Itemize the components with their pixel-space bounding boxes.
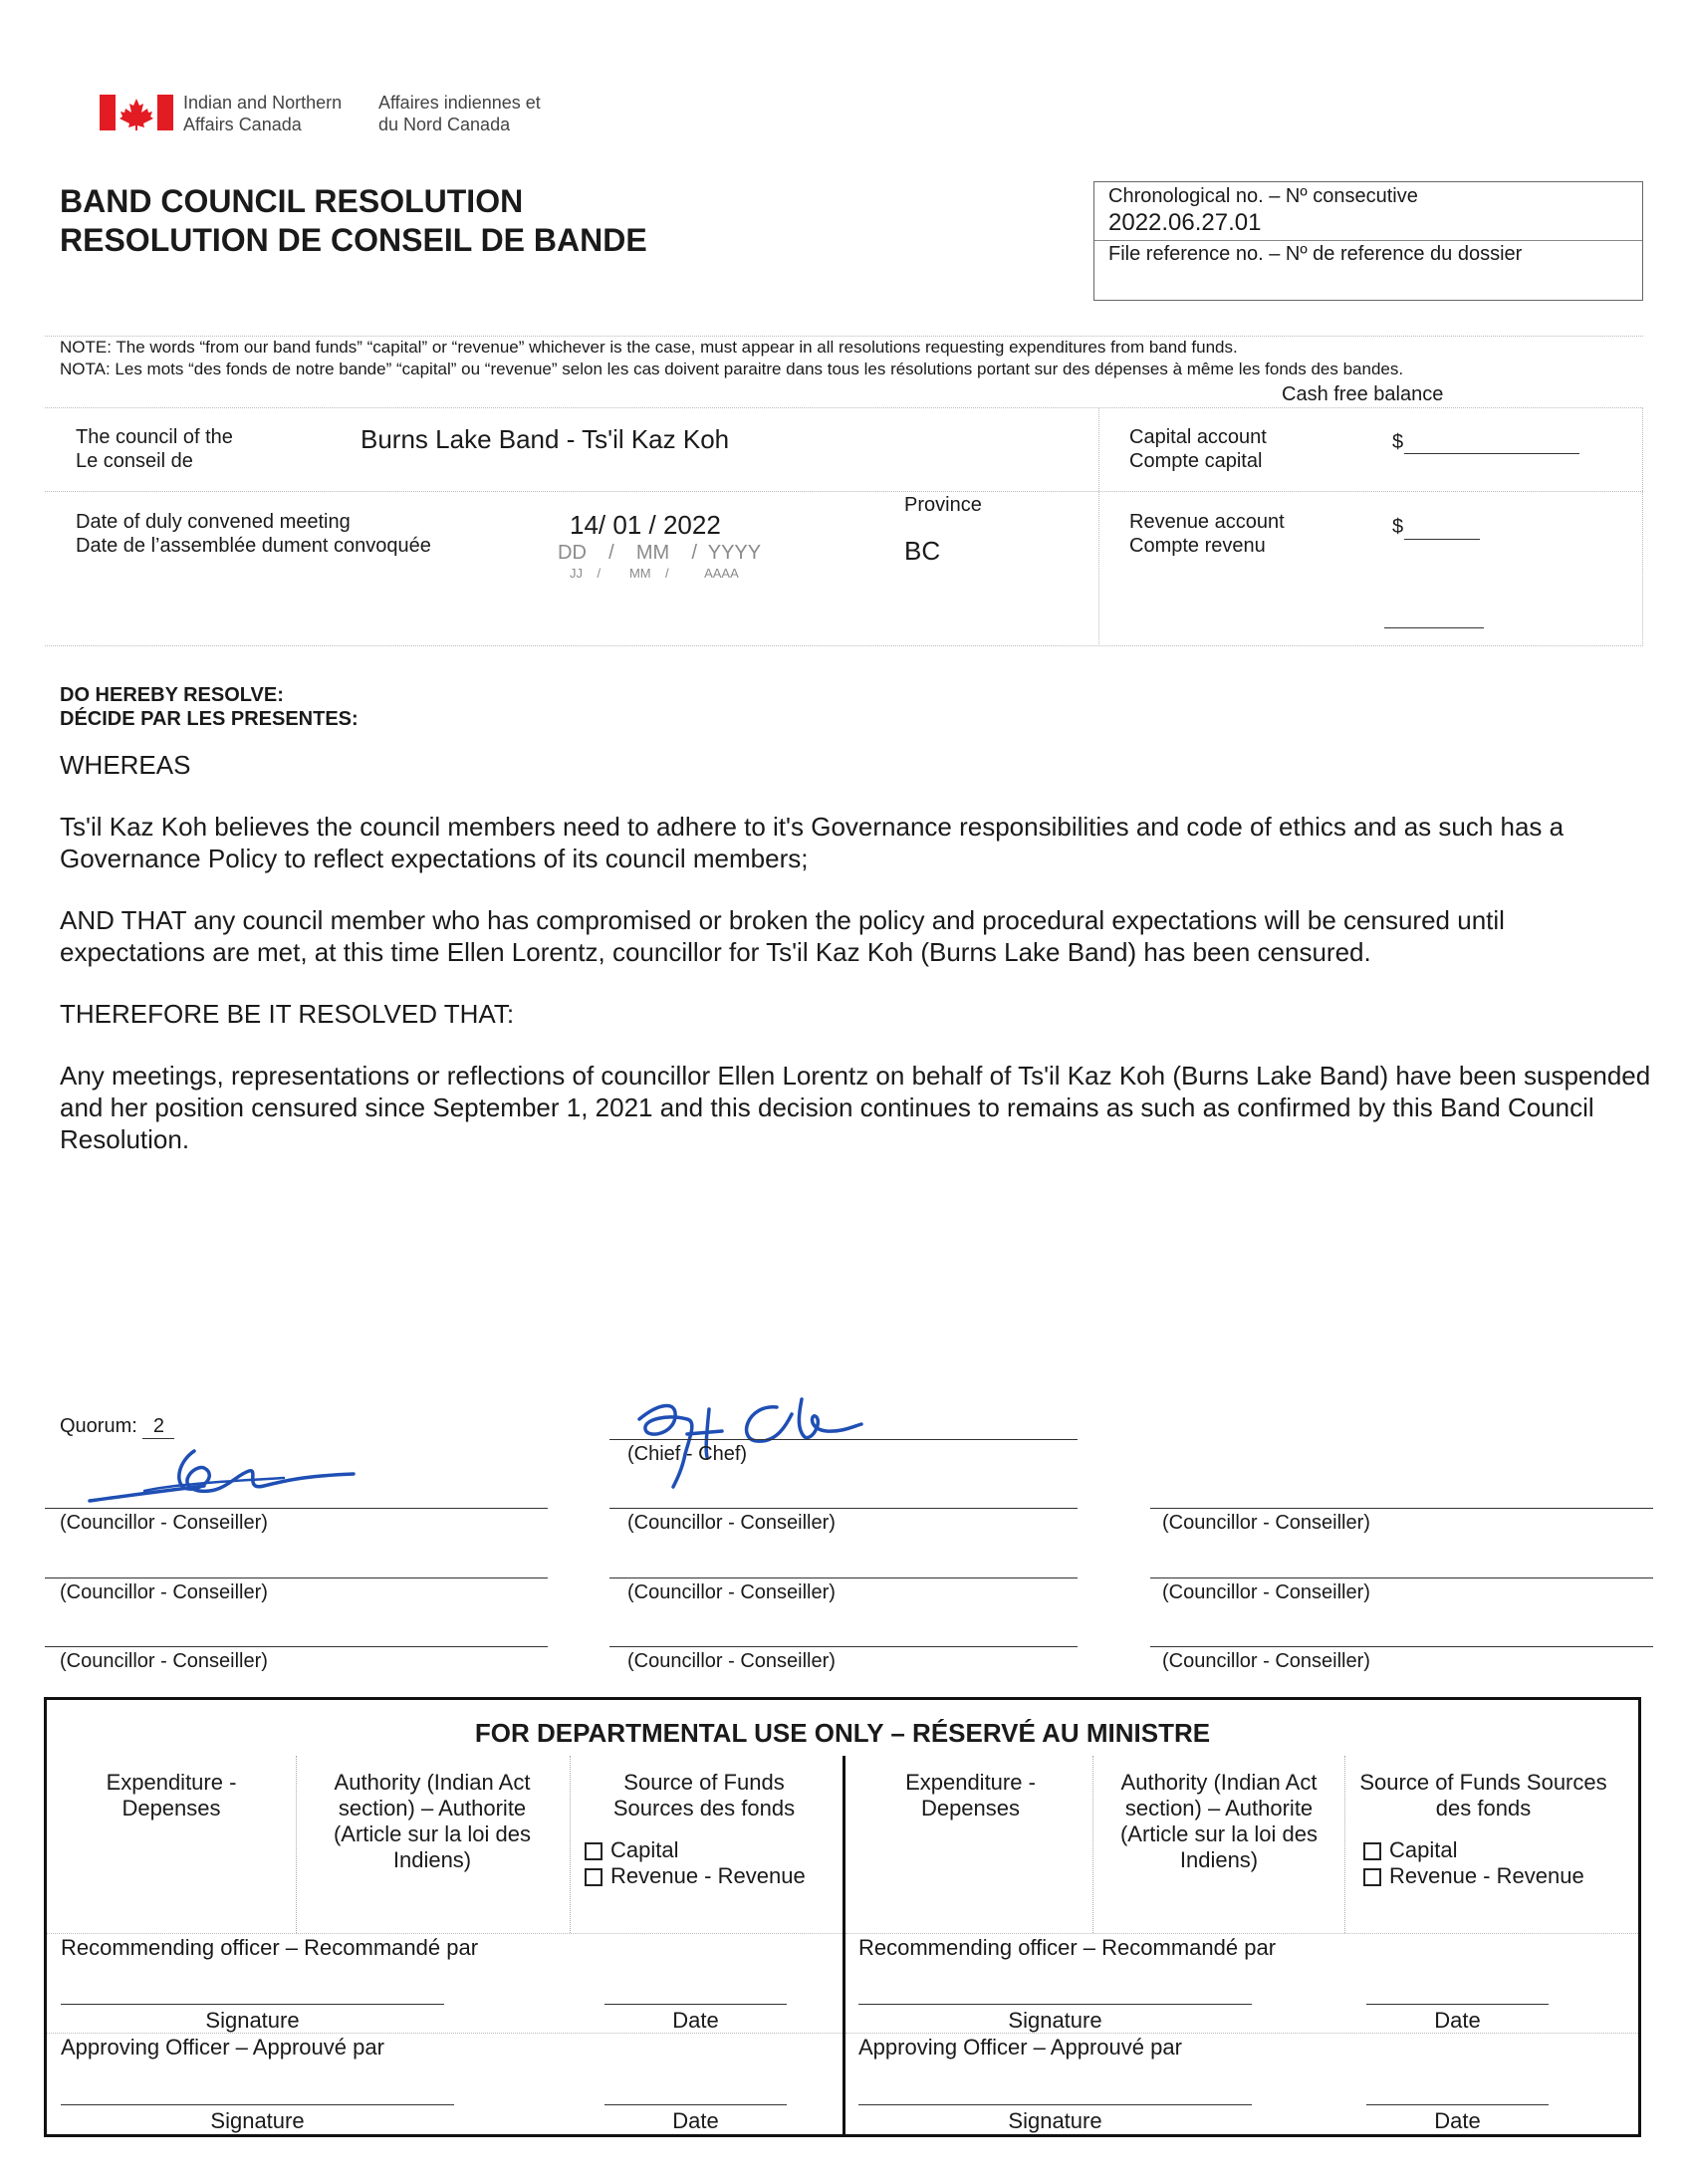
- source-of-funds-label: Source of Funds Sources des fonds: [612, 1770, 796, 1820]
- date-label: Date: [1434, 2008, 1481, 2033]
- quorum-value: 2: [142, 1414, 174, 1439]
- notes: [60, 337, 1403, 380]
- departmental-title: FOR DEPARTMENTAL USE ONLY – RÉSERVÉ AU MINISTRE: [474, 1718, 1211, 1748]
- note-en: NOTE: The words “from our band funds” “capital” or “revenue” whichever is the case, must appear in all resolutions requesting expenditures from band funds.: [60, 338, 1238, 357]
- canada-flag-logo: [100, 95, 173, 130]
- paragraph-1: Ts'il Kaz Koh believes the council members need to adhere to it's Governance responsibilities and code of ethics and as such has a Governance Policy to reflect expectations of its council members;: [60, 812, 1565, 873]
- signature-label: Signature: [205, 2008, 300, 2033]
- councillor-label: (Councillor - Conseiller): [1162, 1512, 1370, 1534]
- quorum: Quorum: 2: [60, 1414, 174, 1439]
- recommending-officer-label: Recommending officer – Recommandé par: [858, 1935, 1277, 1960]
- expenditure-label: Expenditure - Depenses: [106, 1770, 237, 1820]
- paragraph-2: AND THAT any council member who has compromised or broken the policy and procedural expectations will be censured until expectations are met, at this time Ellen Lorentz, councillor for Ts'il Kaz Koh (Burns Lake Band) has been censured.: [60, 905, 1505, 967]
- dept-name-fr: Affaires indiennes et du Nord Canada: [378, 93, 541, 134]
- signature-label: Signature: [210, 2108, 305, 2133]
- councillor-label: (Councillor - Conseiller): [60, 1512, 268, 1534]
- departmental-use-box: [44, 1697, 1641, 2137]
- file-ref-label: File reference no. – Nº de reference du dossier: [1108, 243, 1523, 265]
- council-value: Burns Lake Band - Ts'il Kaz Koh: [361, 424, 730, 454]
- province-value: BC: [904, 536, 941, 566]
- source-of-funds-label: Source of Funds Sources des fonds: [1359, 1770, 1607, 1820]
- chron-label: Chronological no. – Nº consecutive: [1108, 185, 1418, 207]
- page-title: BAND COUNCIL RESOLUTION RESOLUTION DE CONSEIL DE BANDE: [60, 183, 647, 258]
- signature-label: Signature: [1008, 2008, 1102, 2033]
- province-label: Province: [904, 494, 982, 516]
- therefore: THEREFORE BE IT RESOLVED THAT:: [60, 999, 515, 1029]
- recommending-officer-label: Recommending officer – Recommandé par: [61, 1935, 479, 1960]
- councillor-label: (Councillor - Conseiller): [627, 1650, 836, 1672]
- paragraph-3: Any meetings, representations or reflections of councillor Ellen Lorentz on behalf of Ts'il Kaz Koh (Burns Lake Band) have been suspended and her position censured since September 1, 2021 and this decision continues to remains as such as confirmed by this Band Council Resolution.: [60, 1061, 1651, 1154]
- chief-signature: [627, 1379, 896, 1494]
- revenue-currency: $: [1392, 516, 1404, 538]
- whereas: WHEREAS: [60, 750, 191, 780]
- reference-box: [1093, 181, 1643, 301]
- date-format-hint-fr: JJ / MM / AAAA: [570, 566, 739, 581]
- approving-officer-label: Approving Officer – Approuvé par: [858, 2035, 1182, 2060]
- expenditure-label: Expenditure - Depenses: [905, 1770, 1036, 1820]
- council-label: The council of the Le conseil de: [76, 426, 233, 472]
- authority-label: Authority (Indian Act section) – Authorite (Article sur la loi des Indiens): [1119, 1770, 1319, 1872]
- councillor-label: (Councillor - Conseiller): [60, 1581, 268, 1603]
- resolve-heading: DO HEREBY RESOLVE: DÉCIDE PAR LES PRESENTES:: [60, 684, 359, 730]
- revenue-checkbox[interactable]: Revenue - Revenue: [1363, 1863, 1584, 1889]
- revenue-account-label: Revenue account Compte revenu: [1129, 511, 1285, 557]
- councillor-label: (Councillor - Conseiller): [1162, 1650, 1370, 1672]
- cash-free-balance-label: Cash free balance: [1282, 383, 1444, 405]
- chron-value: 2022.06.27.01: [1108, 209, 1262, 236]
- approving-officer-label: Approving Officer – Approuvé par: [61, 2035, 384, 2060]
- meeting-date-value: 14/ 01 / 2022: [570, 510, 721, 540]
- councillor-label: (Councillor - Conseiller): [627, 1512, 836, 1534]
- capital-account-label: Capital account Compte capital: [1129, 426, 1267, 472]
- revenue-checkbox[interactable]: Revenue - Revenue: [585, 1863, 806, 1889]
- capital-checkbox[interactable]: Capital: [1363, 1837, 1457, 1863]
- dept-name-en: Indian and Northern Affairs Canada: [183, 93, 343, 134]
- councillor-label: (Councillor - Conseiller): [1162, 1581, 1370, 1603]
- chief-label: (Chief - Chef): [627, 1443, 748, 1465]
- authority-label: Authority (Indian Act section) – Authorite (Article sur la loi des Indiens): [333, 1770, 532, 1872]
- meeting-date-label: Date of duly convened meeting Date de l’assemblée dument convoquée: [76, 511, 431, 557]
- capital-checkbox[interactable]: Capital: [585, 1837, 678, 1863]
- note-fr: NOTA: Les mots “des fonds de notre bande” “capital” ou “revenue” selon les cas doivent paraitre dans tous les résolutions portant sur des dépenses à même les fonds des bandes.: [60, 360, 1404, 378]
- signature-label: Signature: [1008, 2108, 1102, 2133]
- councillor-label: (Councillor - Conseiller): [627, 1581, 836, 1603]
- resolution-body: [60, 749, 1653, 1155]
- date-label: Date: [672, 2008, 719, 2033]
- date-format-hint: DD / MM / YYYY: [558, 542, 762, 564]
- councillor-label: (Councillor - Conseiller): [60, 1650, 268, 1672]
- date-label: Date: [1434, 2108, 1481, 2133]
- date-label: Date: [672, 2108, 719, 2133]
- capital-currency: $: [1392, 431, 1404, 453]
